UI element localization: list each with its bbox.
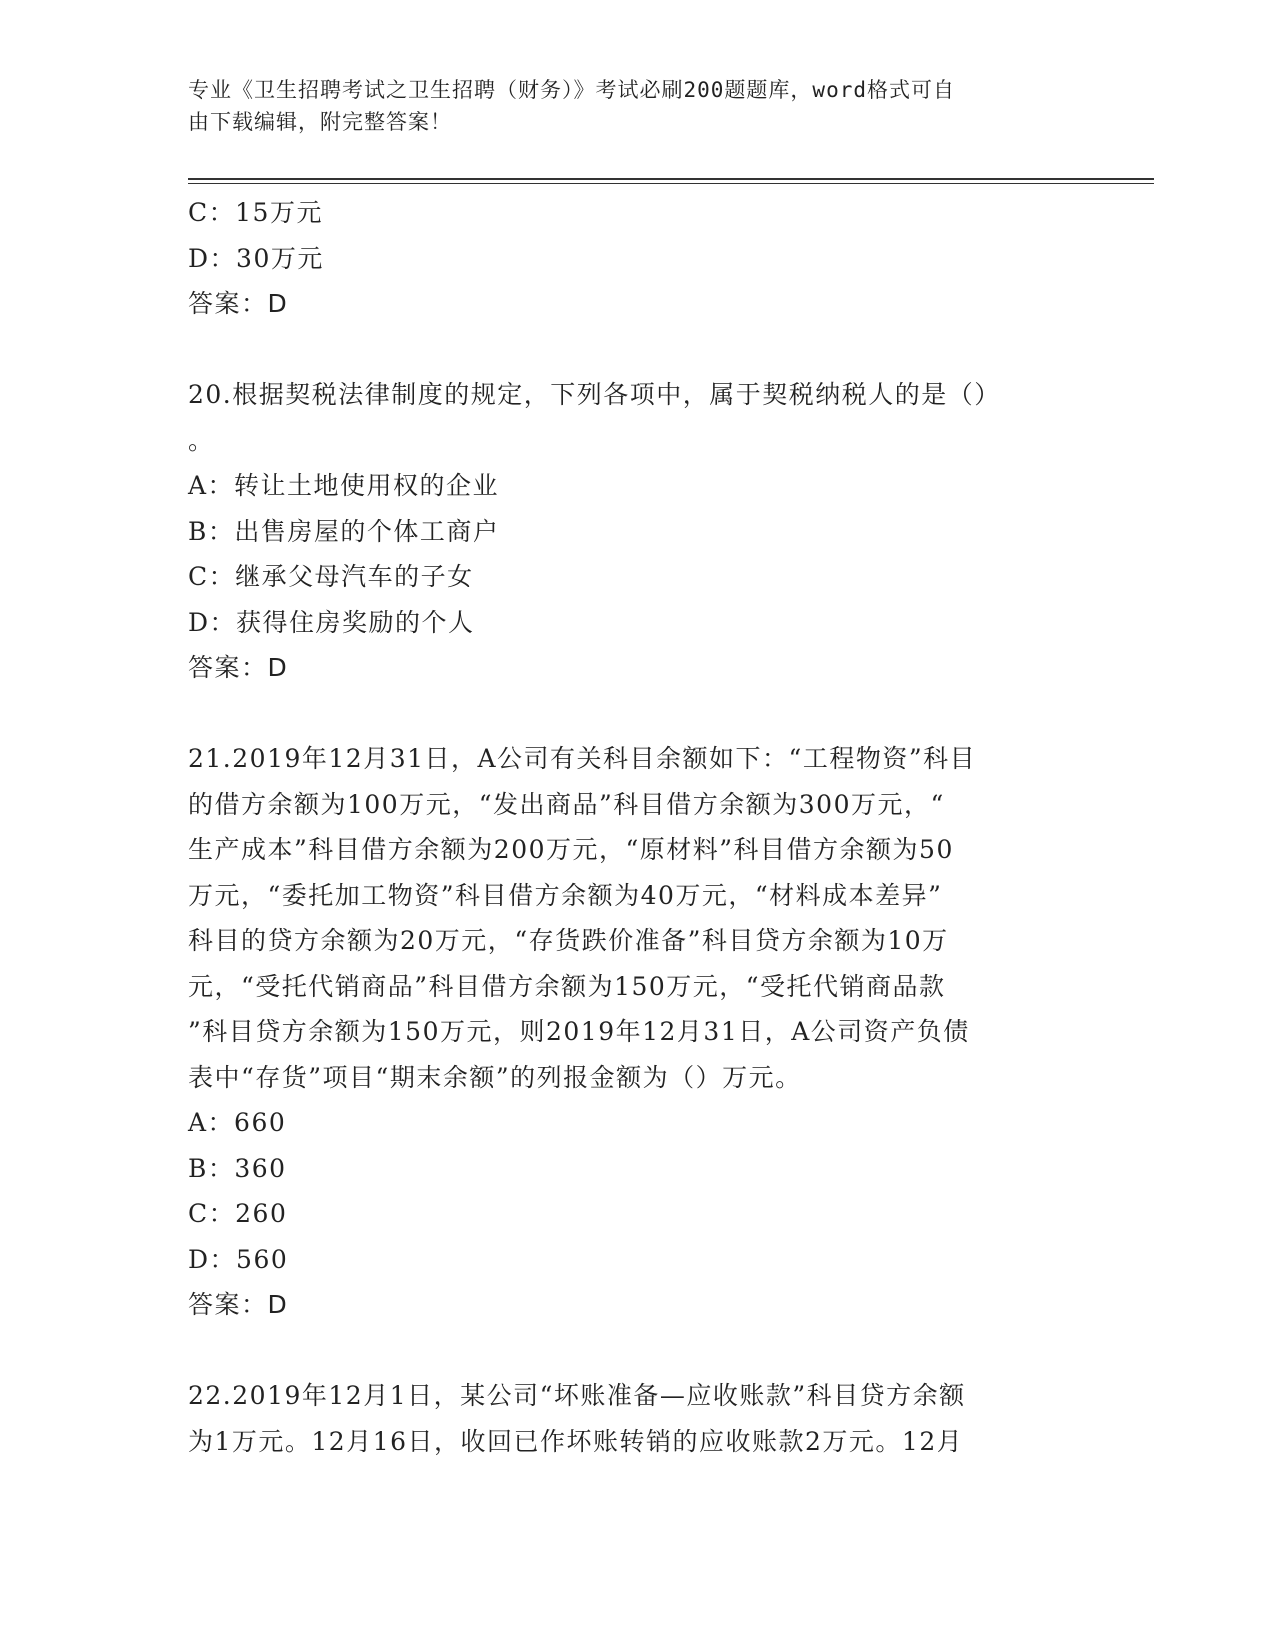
q22-stem-line-2: 为1万元。12月16日，收回已作坏账转销的应收账款2万元。12月: [188, 1426, 964, 1456]
header-line-2: 由下载编辑，附完整答案！: [188, 110, 452, 134]
q21-answer: 答案：D: [188, 1290, 289, 1319]
q20-stem-line-2: 。: [188, 425, 215, 455]
header-rule-thick: [188, 178, 1154, 180]
question-20: [188, 372, 1078, 691]
header-line-1: 专业《卫生招聘考试之卫生招聘（财务）》考试必刷200题题库，word格式可自: [188, 78, 955, 102]
q21-option-c: C：260: [188, 1199, 288, 1228]
q22-stem-line-1: 22.2019年12月1日，某公司“坏账准备—应收账款”科目贷方余额: [188, 1381, 966, 1410]
q20-answer: 答案：D: [188, 653, 289, 682]
question-22: [188, 1373, 1078, 1464]
q20-stem-line-1: 20.根据契税法律制度的规定，下列各项中，属于契税纳税人的是（）: [188, 380, 1001, 409]
q19-option-d: D：30万元: [188, 243, 324, 273]
q21-stem-line: 21.2019年12月31日，A公司有关科目余额如下：“工程物资”科目: [188, 744, 977, 773]
header-rule-thin: [188, 183, 1154, 184]
q21-stem-line: 元，“受托代销商品”科目借方余额为150万元，“受托代销商品款: [188, 971, 946, 1001]
q21-stem-line: 表中“存货”项目“期末余额”的列报金额为（）万元。: [188, 1062, 802, 1092]
q21-stem-line: 生产成本”科目借方余额为200万元，“原材料”科目借方余额为50: [188, 835, 954, 864]
q21-option-b: B：360: [188, 1153, 287, 1183]
q20-option-b: B：出售房屋的个体工商户: [188, 516, 500, 546]
question-21: [188, 736, 1078, 1328]
spacer: [188, 1328, 1078, 1374]
q20-option-d: D：获得住房奖励的个人: [188, 607, 475, 637]
q21-stem-line: 万元，“委托加工物资”科目借方余额为40万元，“材料成本差异”: [188, 880, 943, 910]
question-19-tail: [188, 190, 1078, 327]
q21-option-d: D：560: [188, 1244, 289, 1274]
q21-stem-line: 科目的贷方余额为20万元，“存货跌价准备”科目贷方余额为10万: [188, 926, 949, 955]
q20-option-a: A：转让土地使用权的企业: [188, 471, 500, 500]
page-header: [188, 74, 1068, 138]
q19-answer: 答案：D: [188, 289, 289, 318]
q19-option-c: C：15万元: [188, 198, 323, 227]
question-content: [188, 190, 1078, 1464]
q21-stem-line: ”科目贷方余额为150万元，则2019年12月31日，A公司资产负债: [188, 1017, 970, 1046]
q21-option-a: A：660: [188, 1108, 287, 1137]
q20-option-c: C：继承父母汽车的子女: [188, 562, 474, 591]
q21-stem-line: 的借方余额为100万元，“发出商品”科目借方余额为300万元，“: [188, 789, 945, 819]
spacer: [188, 327, 1078, 373]
spacer: [188, 691, 1078, 737]
